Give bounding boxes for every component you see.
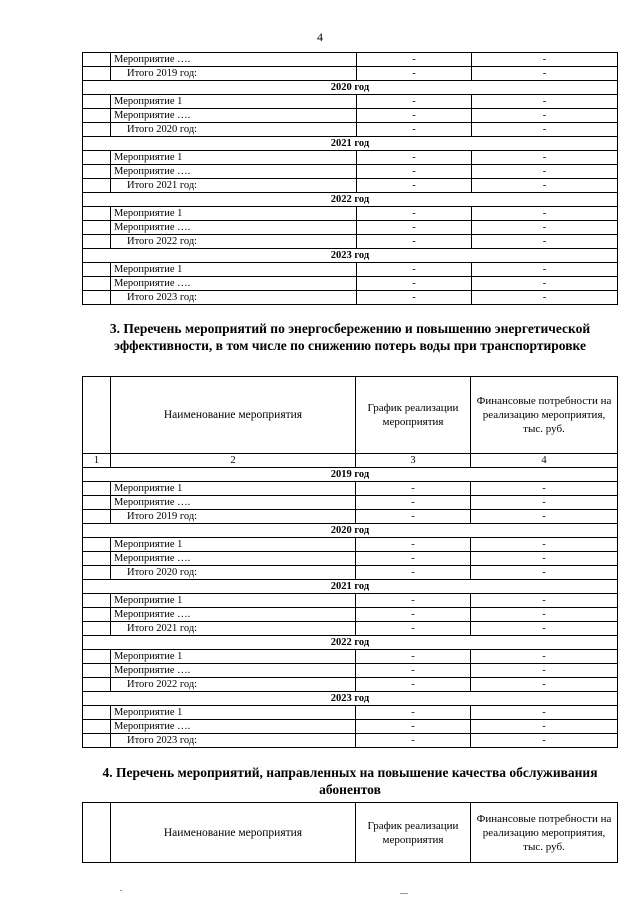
measure-name-cell: Итого 2020 год:: [111, 123, 357, 137]
schedule-cell: -: [357, 221, 472, 235]
row-number-cell: [83, 594, 111, 608]
table-row: [83, 496, 618, 510]
schedule-cell: -: [357, 151, 472, 165]
row-number-cell: [83, 734, 111, 748]
finance-cell: -: [472, 235, 618, 249]
measure-name-cell: Мероприятие ….: [111, 53, 357, 67]
schedule-cell: -: [357, 123, 472, 137]
schedule-cell: -: [357, 95, 472, 109]
schedule-cell: -: [357, 291, 472, 305]
measure-name-cell: Мероприятие ….: [111, 552, 356, 566]
row-number-cell: [83, 496, 111, 510]
schedule-cell: -: [356, 538, 471, 552]
measure-name-cell: Мероприятие 1: [111, 151, 357, 165]
measure-name-cell: Итого 2019 год:: [111, 510, 356, 524]
measure-name-cell: Мероприятие 1: [111, 706, 356, 720]
year-row: [83, 193, 618, 207]
finance-cell: -: [472, 277, 618, 291]
year-label: 2020 год: [83, 524, 618, 538]
total-row: [83, 678, 618, 692]
table-row: [83, 720, 618, 734]
schedule-cell: -: [356, 734, 471, 748]
year-label: 2021 год: [83, 137, 618, 151]
table-row: [83, 53, 618, 67]
schedule-cell: -: [356, 566, 471, 580]
schedule-cell: -: [356, 650, 471, 664]
measure-name-cell: Мероприятие 1: [111, 650, 356, 664]
finance-cell: -: [471, 734, 618, 748]
row-number-cell: [83, 566, 111, 580]
finance-cell: -: [472, 263, 618, 277]
schedule-cell: -: [356, 482, 471, 496]
measure-name-cell: Итого 2021 год:: [111, 179, 357, 193]
finance-cell: -: [472, 53, 618, 67]
column-number-2: 2: [111, 454, 356, 468]
row-number-cell: [83, 538, 111, 552]
row-number-cell: [83, 109, 111, 123]
table-row: [83, 664, 618, 678]
section-4-title: 4. Перечень мероприятий, направленных на повышение качества обслуживания абонентов: [102, 765, 598, 797]
row-number-cell: [83, 53, 111, 67]
measure-name-cell: Мероприятие ….: [111, 664, 356, 678]
measure-name-cell: Итого 2021 год:: [111, 622, 356, 636]
row-number-cell: [83, 277, 111, 291]
finance-cell: -: [472, 207, 618, 221]
row-number-cell: [83, 650, 111, 664]
year-label: 2022 год: [83, 193, 618, 207]
finance-cell: -: [471, 482, 618, 496]
year-row: [83, 524, 618, 538]
measure-name-cell: Итого 2023 год:: [111, 291, 357, 305]
year-label: 2023 год: [83, 249, 618, 263]
measure-name-cell: Мероприятие 1: [111, 263, 357, 277]
finance-cell: -: [471, 608, 618, 622]
year-row: [83, 580, 618, 594]
finance-cell: -: [472, 291, 618, 305]
schedule-cell: -: [356, 678, 471, 692]
table-row: [83, 706, 618, 720]
section-3-title: 3. Перечень мероприятий по энергосбережению и повышению энергетической эффективности, в том числе по снижению потерь воды при транспортировке: [109, 321, 591, 353]
column-number-3: 3: [356, 454, 471, 468]
row-number-cell: [83, 165, 111, 179]
row-number-cell: [83, 291, 111, 305]
measure-name-cell: Итого 2019 год:: [111, 67, 357, 81]
table-row: [83, 263, 618, 277]
finance-cell: -: [472, 165, 618, 179]
row-number-cell: [83, 151, 111, 165]
header-col-schedule: График реализации мероприятия: [356, 803, 471, 863]
finance-cell: -: [471, 538, 618, 552]
year-row: [83, 137, 618, 151]
row-number-cell: [83, 221, 111, 235]
finance-cell: -: [472, 221, 618, 235]
table-row: [83, 151, 618, 165]
schedule-cell: -: [356, 552, 471, 566]
finance-cell: -: [472, 151, 618, 165]
row-number-cell: [83, 179, 111, 193]
year-row: [83, 249, 618, 263]
row-number-cell: [83, 95, 111, 109]
row-number-cell: [83, 263, 111, 277]
table-header-row: [83, 377, 618, 454]
table3-body: [83, 803, 618, 863]
schedule-cell: -: [356, 720, 471, 734]
scan-speck: [400, 893, 408, 894]
schedule-cell: -: [356, 608, 471, 622]
row-number-cell: [83, 482, 111, 496]
row-number-cell: [83, 235, 111, 249]
service-quality-measures-table: [82, 802, 618, 863]
finance-cell: -: [471, 566, 618, 580]
measures-table-continued: [82, 52, 618, 305]
row-number-cell: [83, 720, 111, 734]
schedule-cell: -: [356, 594, 471, 608]
row-number-cell: [83, 608, 111, 622]
total-row: [83, 566, 618, 580]
year-label: 2023 год: [83, 692, 618, 706]
measure-name-cell: Мероприятие 1: [111, 594, 356, 608]
schedule-cell: -: [357, 207, 472, 221]
finance-cell: -: [471, 678, 618, 692]
finance-cell: -: [472, 179, 618, 193]
measure-name-cell: Итого 2023 год:: [111, 734, 356, 748]
schedule-cell: -: [356, 622, 471, 636]
finance-cell: -: [472, 123, 618, 137]
year-row: [83, 636, 618, 650]
table-row: [83, 207, 618, 221]
finance-cell: -: [471, 622, 618, 636]
year-row: [83, 468, 618, 482]
row-number-cell: [83, 678, 111, 692]
row-number-cell: [83, 622, 111, 636]
year-label: 2021 год: [83, 580, 618, 594]
schedule-cell: -: [357, 277, 472, 291]
year-label: 2022 год: [83, 636, 618, 650]
schedule-cell: -: [357, 165, 472, 179]
measure-name-cell: Мероприятие ….: [111, 277, 357, 291]
measure-name-cell: Итого 2022 год:: [111, 678, 356, 692]
total-row: [83, 734, 618, 748]
table-row: [83, 482, 618, 496]
schedule-cell: -: [357, 53, 472, 67]
table-row: [83, 165, 618, 179]
measure-name-cell: Мероприятие 1: [111, 482, 356, 496]
year-row: [83, 692, 618, 706]
scan-speck: [120, 890, 122, 891]
schedule-cell: -: [357, 263, 472, 277]
table-row: [83, 109, 618, 123]
total-row: [83, 179, 618, 193]
measure-name-cell: Мероприятие ….: [111, 496, 356, 510]
finance-cell: -: [471, 510, 618, 524]
table-row: [83, 594, 618, 608]
finance-cell: -: [471, 594, 618, 608]
header-col-1: [83, 803, 111, 863]
total-row: [83, 235, 618, 249]
row-number-cell: [83, 706, 111, 720]
schedule-cell: -: [357, 179, 472, 193]
measure-name-cell: Мероприятие 1: [111, 95, 357, 109]
table-header-row: [83, 803, 618, 863]
table-row: [83, 608, 618, 622]
total-row: [83, 67, 618, 81]
table2-body: [83, 377, 618, 748]
finance-cell: -: [471, 496, 618, 510]
header-col-1: [83, 377, 111, 454]
measure-name-cell: Мероприятие 1: [111, 538, 356, 552]
year-row: [83, 81, 618, 95]
energy-saving-measures-table: [82, 376, 618, 748]
table-row: [83, 650, 618, 664]
table-row: [83, 538, 618, 552]
finance-cell: -: [471, 552, 618, 566]
row-number-cell: [83, 664, 111, 678]
measure-name-cell: Мероприятие 1: [111, 207, 357, 221]
header-col-finance: Финансовые потребности на реализацию мероприятия, тыс. руб.: [471, 377, 618, 454]
schedule-cell: -: [357, 109, 472, 123]
total-row: [83, 510, 618, 524]
measure-name-cell: Мероприятие ….: [111, 720, 356, 734]
year-label: 2020 год: [83, 81, 618, 95]
row-number-cell: [83, 207, 111, 221]
page-number: 4: [317, 30, 323, 44]
schedule-cell: -: [356, 510, 471, 524]
header-col-finance: Финансовые потребности на реализацию мероприятия, тыс. руб.: [471, 803, 618, 863]
table-row: [83, 552, 618, 566]
row-number-cell: [83, 67, 111, 81]
finance-cell: -: [471, 720, 618, 734]
total-row: [83, 291, 618, 305]
measure-name-cell: Мероприятие ….: [111, 608, 356, 622]
measure-name-cell: Мероприятие ….: [111, 221, 357, 235]
year-label: 2019 год: [83, 468, 618, 482]
measure-name-cell: Итого 2022 год:: [111, 235, 357, 249]
finance-cell: -: [471, 706, 618, 720]
finance-cell: -: [472, 67, 618, 81]
total-row: [83, 622, 618, 636]
table-row: [83, 277, 618, 291]
header-col-name: Наименование мероприятия: [111, 803, 356, 863]
schedule-cell: -: [356, 496, 471, 510]
total-row: [83, 123, 618, 137]
header-col-schedule: График реализации мероприятия: [356, 377, 471, 454]
row-number-cell: [83, 123, 111, 137]
schedule-cell: -: [356, 706, 471, 720]
finance-cell: -: [472, 109, 618, 123]
row-number-cell: [83, 552, 111, 566]
schedule-cell: -: [357, 67, 472, 81]
measure-name-cell: Итого 2020 год:: [111, 566, 356, 580]
schedule-cell: -: [357, 235, 472, 249]
finance-cell: -: [472, 95, 618, 109]
row-number-cell: [83, 510, 111, 524]
finance-cell: -: [471, 664, 618, 678]
header-col-name: Наименование мероприятия: [111, 377, 356, 454]
column-number-1: 1: [83, 454, 111, 468]
schedule-cell: -: [356, 664, 471, 678]
column-number-row: [83, 454, 618, 468]
finance-cell: -: [471, 650, 618, 664]
measure-name-cell: Мероприятие ….: [111, 165, 357, 179]
table-row: [83, 95, 618, 109]
table-row: [83, 221, 618, 235]
measure-name-cell: Мероприятие ….: [111, 109, 357, 123]
table1-body: [83, 53, 618, 305]
column-number-4: 4: [471, 454, 618, 468]
